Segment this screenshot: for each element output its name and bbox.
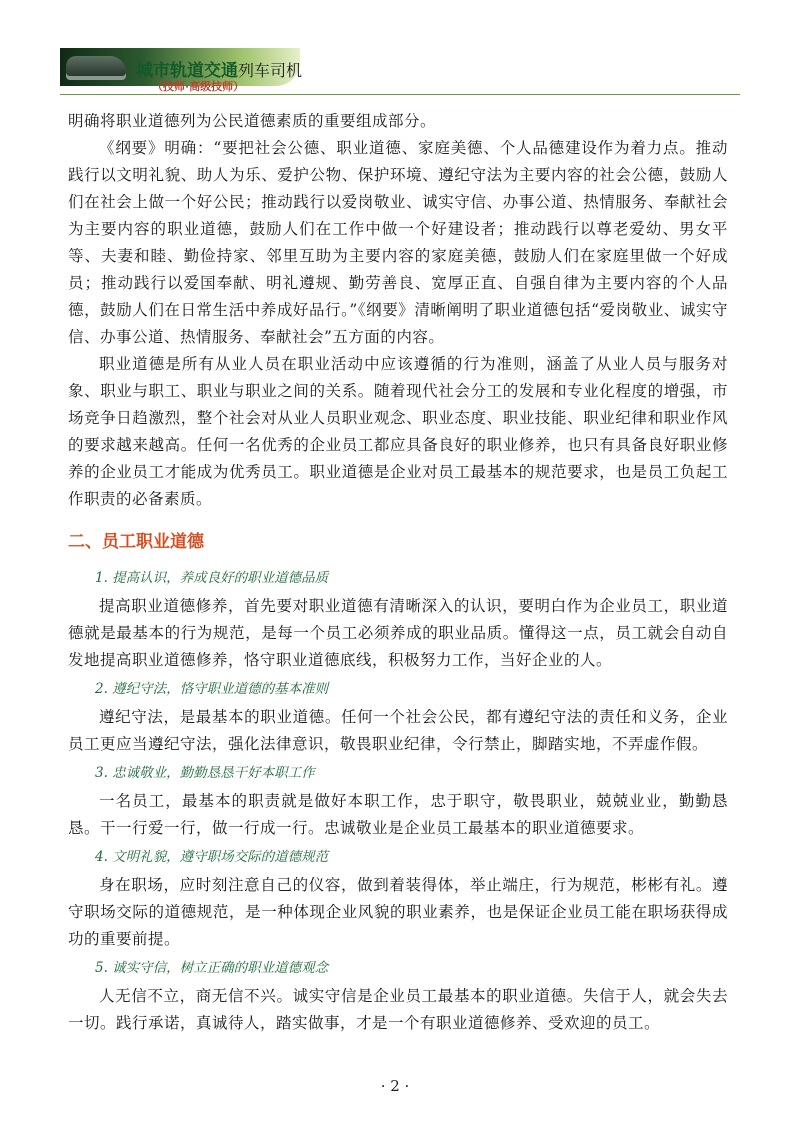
- paragraph: 遵纪守法，是最基本的职业道德。任何一个社会公民，都有遵纪守法的责任和义务，企业员工更应当遵纪守法，强化法律意识，敬畏职业纪律，令行禁止，脚踏实地，不弄虚作假。: [68, 708, 728, 753]
- subsection-title: 3. 忠诚敬业，勤勤恳恳干好本职工作: [95, 765, 315, 781]
- subsection-title: 4. 文明礼貌，遵守职场交际的道德规范: [95, 849, 329, 865]
- train-logo-icon: [66, 56, 126, 80]
- paragraph: 提高职业道德修养，首先要对职业道德有清晰深入的认识，要明白作为企业员工，职业道德就是最基本的行为规范，是每一个员工必须养成的职业品质。懂得这一点，员工就会自动自发地提高职业道德修养，恪守职业道德底线，积极努力工作，当好企业的人。: [68, 597, 728, 669]
- subsection-title: 5. 诚实守信，树立正确的职业道德观念: [95, 960, 329, 976]
- book-title-suffix: 列车司机: [238, 61, 303, 80]
- paragraph: 职业道德是所有从业人员在职业活动中应该遵循的行为准则，涵盖了从业人员与服务对象、职业与职工、职业与职业之间的关系。随着现代社会分工的发展和专业化程度的增强，市场竞争日趋激烈，整个社会对从业人员职业观念、职业态度、职业技能、职业纪律和职业作风的要求越来越高。任何一名优秀的企业员工都应具备良好的职业修养，也只有具备良好职业修养的企业员工才能成为优秀员工。职业道德是企业对员工最基本的规范要求，也是员工负起工作职责的必备素质。: [68, 355, 728, 508]
- paragraph: 一名员工，最基本的职责就是做好本职工作，忠于职守，敬畏职业，兢兢业业，勤勤恳恳。干一行爱一行，做一行成一行。忠诚敬业是企业员工最基本的职业道德要求。: [68, 792, 728, 837]
- paragraph: 人无信不立，商无信不兴。诚实守信是企业员工最基本的职业道德。失信于人，就会失去一切。践行承诺，真诚待人，踏实做事，才是一个有职业道德修养、受欢迎的员工。: [68, 987, 728, 1032]
- header-divider: [60, 94, 740, 95]
- book-title-main: 城市轨道交通: [136, 61, 238, 81]
- book-subtitle: （技师·高级技师）: [152, 80, 245, 93]
- page-header: [60, 48, 740, 98]
- paragraph: 《纲要》明确：“要把社会公德、职业道德、家庭美德、个人品德建设作为着力点。推动践行以文明礼貌、助人为乐、爱护公物、保护环境、遵纪守法为主要内容的社会公德，鼓励人们在社会上做一个好公民；推动践行以爱岗敬业、诚实守信、办事公道、热情服务、奉献社会为主要内容的职业道德，鼓励人们在工作中做一个好建设者；推动践行以尊老爱幼、男女平等、夫妻和睦、勤俭持家、邻里互助为主要内容的家庭美德，鼓励人们在家庭里做一个好成员；推动践行以爱国奉献、明礼遵规、勤劳善良、宽厚正直、自强自律为主要内容的个人品德，鼓励人们在日常生活中养成好品行。”《纲要》清晰阐明了职业道德包括“爱岗敬业、诚实守信、办事公道、热情服务、奉献社会”五方面的内容。: [68, 139, 728, 346]
- subsection-title: 2. 遵纪守法，恪守职业道德的基本准则: [95, 681, 329, 697]
- section-title: 二、员工职业道德: [68, 532, 204, 552]
- page-number: · 2 ·: [380, 1077, 410, 1095]
- paragraph: 明确将职业道德列为公民道德素质的重要组成部分。: [68, 112, 437, 130]
- paragraph: 身在职场，应时刻注意自己的仪容，做到着装得体，举止端庄，行为规范，彬彬有礼。遵守职场交际的道德规范，是一种体现企业风貌的职业素养，也是保证企业员工能在职场获得成功的重要前提。: [68, 876, 728, 948]
- subsection-title: 1. 提高认识，养成良好的职业道德品质: [95, 570, 329, 586]
- page-content: [68, 108, 728, 1037]
